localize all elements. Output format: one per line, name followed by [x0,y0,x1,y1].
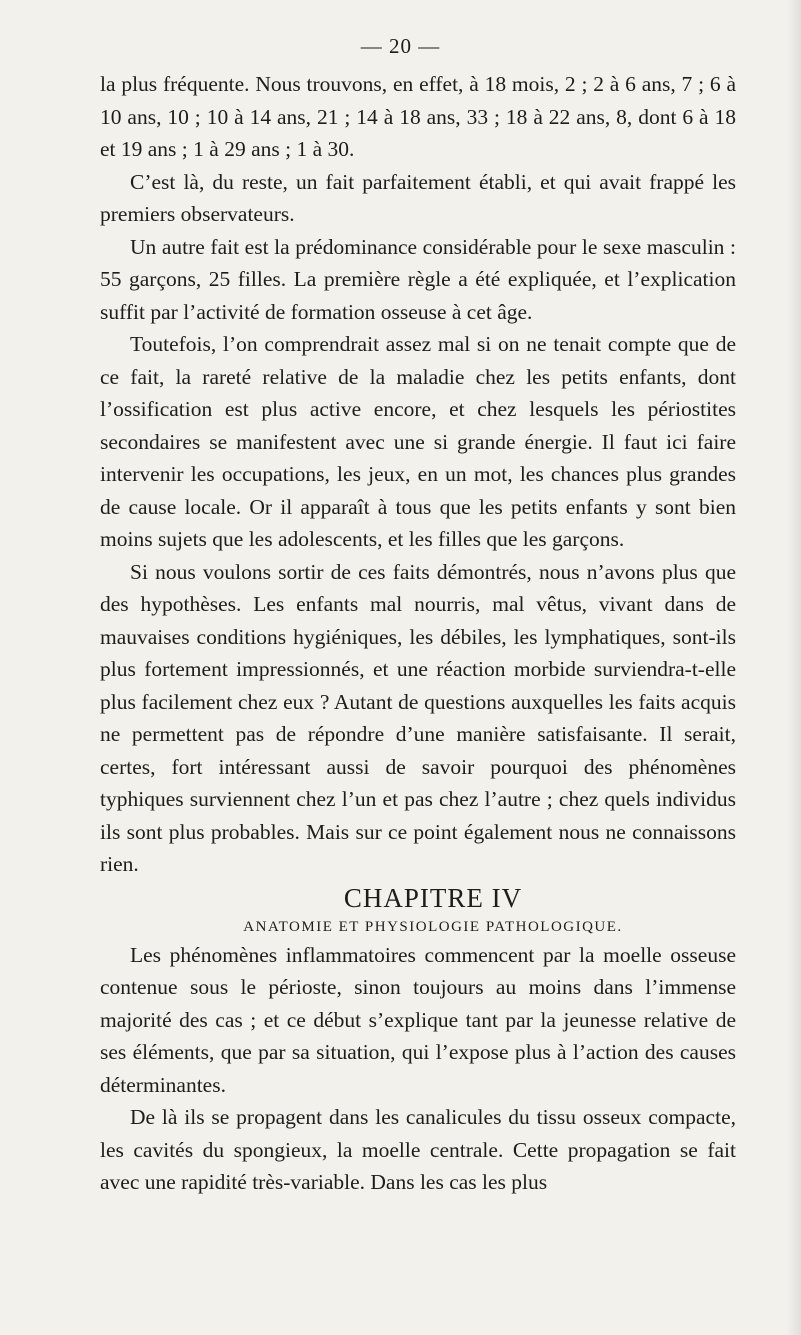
paragraph: Les phénomènes inflammatoires commencent par la moelle osseuse contenue sous le périoste, sinon toujours au moins dans l’immense majorité des cas ; et ce début s’explique tant par la jeunesse relative de ses éléments, que par sa situation, qui l’expose plus à l’action des causes déterminantes. [100,942,736,1097]
chapter-subtitle: ANATOMIE ET PHYSIOLOGIE PATHOLOGIQUE. [243,918,623,935]
paragraph: Si nous voulons sortir de ces faits démontrés, nous n’avons plus que des hypothèses. Les enfants mal nourris, mal vêtus, vivant dans de mauvaises conditions hygiéniques, les débiles, les lymphatiques, sont-ils plus fortement impressionnés, et une réaction morbide surviendra-t-elle plus facilement chez eux ? Autant de questions auxquelles les faits acquis ne permettent pas de répondre d’une manière satisfaisante. Il serait, certes, fort intéressant aussi de savoir pourquoi des phénomènes typhiques surviennent chez l’un et pas chez l’autre ; chez quels individus ils sont plus probables. Mais sur ce point également nous ne connaissons rien. [100,559,736,876]
paragraph: De là ils se propagent dans les canalicules du tissu osseux compacte, les cavités du spongieux, la moelle centrale. Cette propagation se fait avec une rapidité très-variable. Dans les cas les plus [100,1105,736,1194]
paragraph: Toutefois, l’on comprendrait assez mal si on ne tenait compte que de ce fait, la rareté relative de la maladie chez les petits enfants, dont l’ossification est plus active encore, et chez lesquels les périostites secondaires se manifestent avec une si grande énergie. Il faut ici faire intervenir les occupations, les jeux, en un mot, les chances plus grandes de cause locale. Or il apparaît à tous que les petits enfants y sont bien moins sujets que les adolescents, et les filles que les garçons. [100,332,736,551]
paragraph: Un autre fait est la prédominance considérable pour le sexe masculin : 55 garçons, 25 filles. La première règle a été expliquée, et l’explication suffit par l’activité de formation osseuse à cet âge. [100,234,736,324]
page-body [100,68,736,1199]
chapter-title: CHAPITRE IV [343,882,523,913]
page-number: — 20 — [360,34,441,58]
paragraph: C’est là, du reste, un fait parfaitement établi, et qui avait frappé les premiers observateurs. [100,169,736,226]
paragraph: la plus fréquente. Nous trouvons, en effet, à 18 mois, 2 ; 2 à 6 ans, 7 ; 6 à 10 ans, 10 ; 10 à 14 ans, 21 ; 14 à 18 ans, 33 ; 18 à 22 ans, 8, dont 6 à 18 et 19 ans ; 1 à 29 ans ; 1 à 30. [100,72,736,161]
page-edge-shadow [787,0,801,1335]
